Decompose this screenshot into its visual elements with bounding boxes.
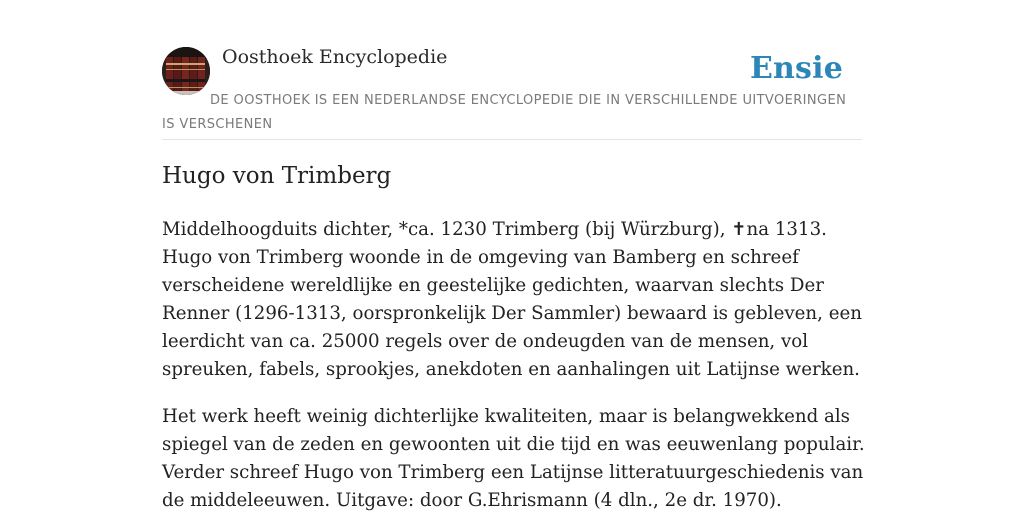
site-tagline: DE OOSTHOEK IS EEN NEDERLANDSE ENCYCLOPEDIE DIE IN VERSCHILLENDE UITVOERINGEN IS VERSCHENEN <box>162 93 847 132</box>
site-header <box>162 0 862 140</box>
page-wrapper <box>162 0 865 511</box>
article-paragraph: Het werk heeft weinig dichterlijke kwaliteiten, maar is belangwekkend als spiegel van de zeden en gewoonten uit die tijd en was eeuwenlang populair. Verder schreef Hugo von Trimberg een Latijnse litteratuurgeschiedenis van de middeleeuwen. Uitgave: door G.Ehrismann (4 dln., 2e dr. 1970). <box>162 406 865 511</box>
brand-logo[interactable]: Ensie <box>749 51 843 86</box>
page-title: Hugo von Trimberg <box>162 163 392 189</box>
article-paragraph: Middelhoogduits dichter, *ca. 1230 Trimberg (bij Würzburg), ✝na 1313. Hugo von Trimberg woonde in de omgeving van Bamberg en schreef verscheidene wereldlijke en geestelijke gedichten, waarvan slechts Der Renner (1296-1313, oorspronkelijk Der Sammler) bewaard is gebleven, een leerdicht van ca. 25000 regels over de ondeugden van de mensen, vol spreuken, fabels, sprookjes, anekdoten en aanhalingen uit Latijnse werken. <box>162 219 862 380</box>
site-title[interactable]: Oosthoek Encyclopedie <box>222 46 448 68</box>
article-body <box>162 216 872 512</box>
encyclopedia-books-icon[interactable] <box>162 47 210 95</box>
